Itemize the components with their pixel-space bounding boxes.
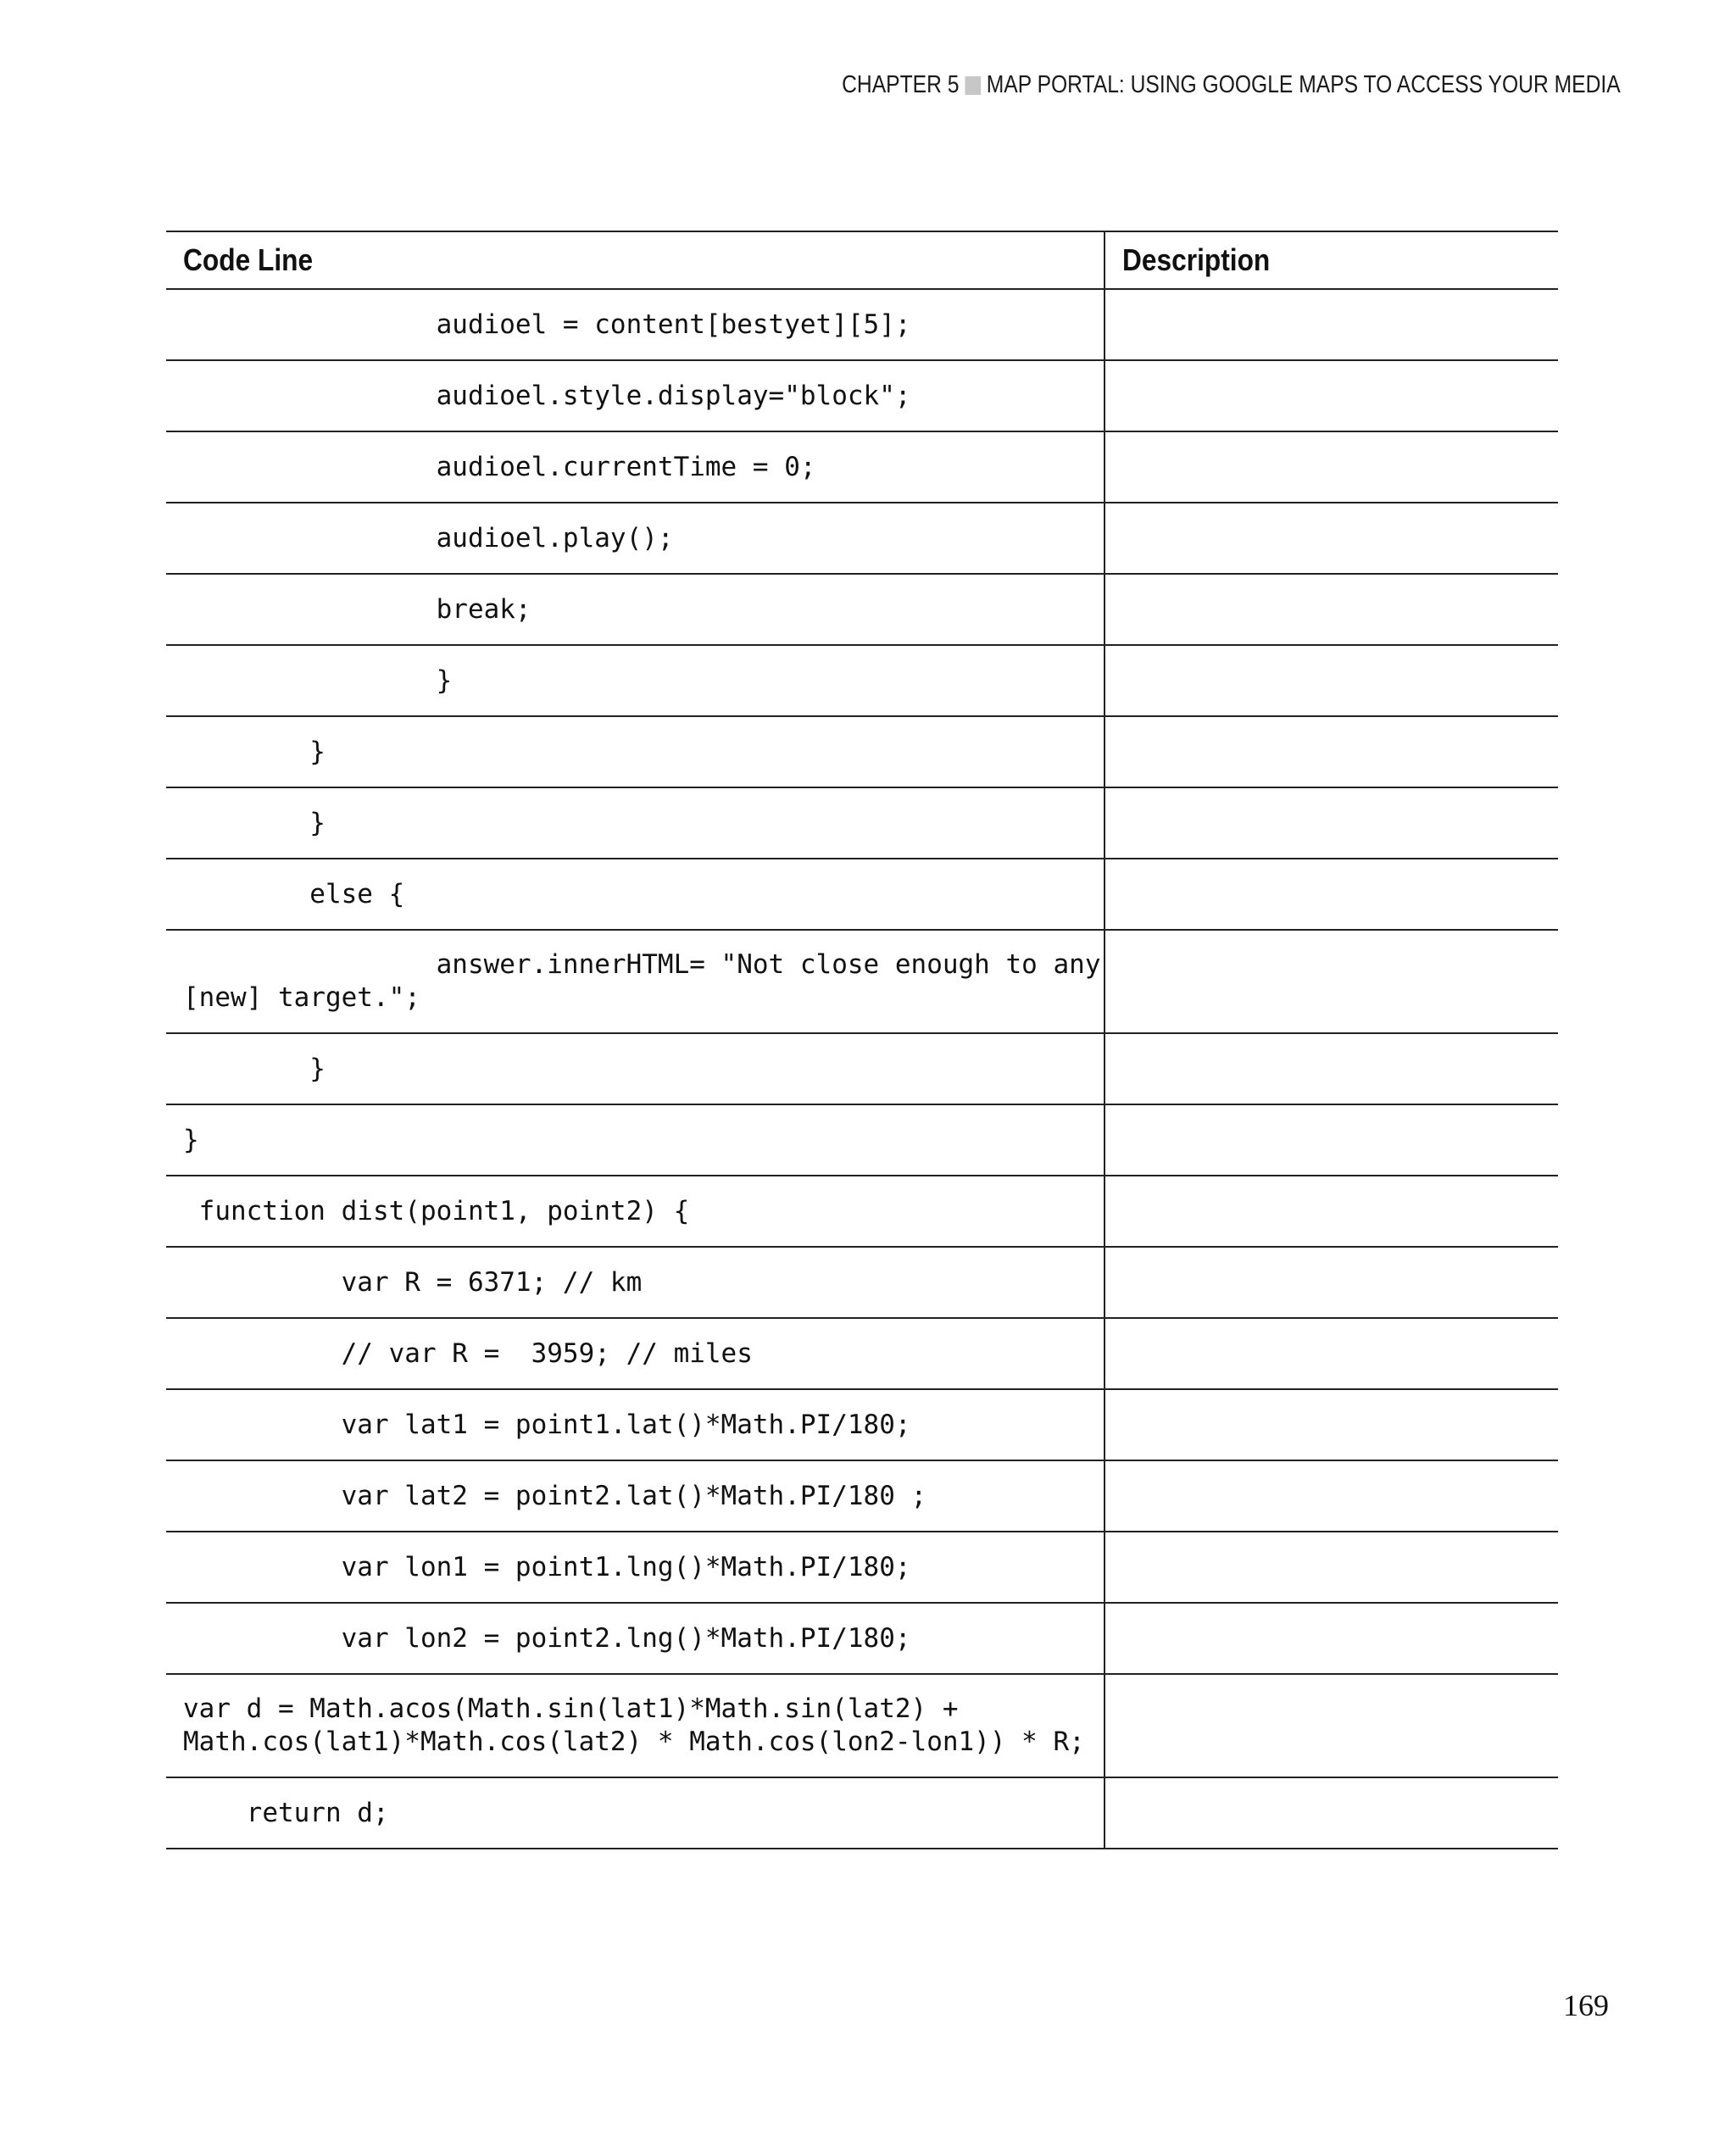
- code-cell: var lon2 = point2.lng()*Math.PI/180;: [183, 1622, 911, 1654]
- page-number: 169: [1563, 1988, 1609, 2022]
- description-cell: [1104, 1603, 1558, 1674]
- table-row: [166, 1318, 1558, 1389]
- description-cell: [1104, 716, 1558, 787]
- code-description-table: [166, 231, 1558, 1849]
- table-row: [166, 1176, 1558, 1247]
- code-cell: function dist(point1, point2) {: [183, 1195, 690, 1226]
- description-cell: [1104, 787, 1558, 859]
- code-cell: return d;: [183, 1797, 389, 1828]
- separator-square-icon: [965, 76, 982, 95]
- description-cell: [1104, 1318, 1558, 1389]
- table-row: [166, 930, 1558, 1033]
- code-cell: var R = 6371; // km: [183, 1266, 643, 1298]
- table-row: [166, 1104, 1558, 1176]
- description-cell: [1104, 645, 1558, 716]
- code-cell: }: [183, 1124, 199, 1155]
- column-header-description: Description: [1104, 231, 1558, 289]
- table-row: [166, 716, 1558, 787]
- description-cell: [1104, 360, 1558, 431]
- description-cell: [1104, 1104, 1558, 1176]
- table-row: [166, 289, 1558, 360]
- table-row: [166, 1033, 1558, 1104]
- table-row: [166, 1460, 1558, 1532]
- table-row: [166, 787, 1558, 859]
- code-cell: answer.innerHTML= "Not close enough to any [new] target.";: [183, 949, 1101, 1013]
- code-cell: }: [183, 807, 326, 838]
- description-cell: [1104, 930, 1558, 1033]
- table-row: [166, 1674, 1558, 1777]
- code-cell: audioel = content[bestyet][5];: [183, 309, 911, 340]
- table-row: [166, 1247, 1558, 1318]
- description-cell: [1104, 1389, 1558, 1460]
- description-cell: [1104, 1777, 1558, 1849]
- table-row: [166, 360, 1558, 431]
- table-row: [166, 1532, 1558, 1603]
- description-cell: [1104, 431, 1558, 503]
- description-cell: [1104, 503, 1558, 574]
- table-row: [166, 1777, 1558, 1849]
- chapter-title: MAP PORTAL: USING GOOGLE MAPS TO ACCESS YOUR MEDIA: [987, 71, 1621, 98]
- description-cell: [1104, 1532, 1558, 1603]
- description-cell: [1104, 1674, 1558, 1777]
- code-cell: }: [183, 1053, 326, 1084]
- code-cell: audioel.style.display="block";: [183, 380, 911, 411]
- table-row: [166, 574, 1558, 645]
- code-cell: // var R = 3959; // miles: [183, 1337, 753, 1369]
- code-cell: var lat1 = point1.lat()*Math.PI/180;: [183, 1409, 911, 1440]
- description-cell: [1104, 289, 1558, 360]
- code-cell: audioel.play();: [183, 522, 674, 553]
- table-row: [166, 503, 1558, 574]
- description-cell: [1104, 859, 1558, 930]
- column-header-code-line: Code Line: [183, 242, 314, 277]
- chapter-label: CHAPTER 5: [842, 71, 960, 98]
- table-row: [166, 431, 1558, 503]
- code-cell: var lon1 = point1.lng()*Math.PI/180;: [183, 1551, 911, 1582]
- code-cell: var lat2 = point2.lat()*Math.PI/180 ;: [183, 1480, 927, 1511]
- description-cell: [1104, 1460, 1558, 1532]
- running-header: [842, 71, 1621, 99]
- table-row: [166, 645, 1558, 716]
- table-header-row: [166, 231, 1558, 289]
- description-cell: [1104, 1247, 1558, 1318]
- description-cell: [1104, 1033, 1558, 1104]
- code-cell: }: [183, 736, 326, 767]
- table-row: [166, 1389, 1558, 1460]
- code-cell: else {: [183, 878, 405, 909]
- code-cell: break;: [183, 593, 531, 625]
- code-cell: audioel.currentTime = 0;: [183, 451, 816, 482]
- description-cell: [1104, 1176, 1558, 1247]
- code-cell: }: [183, 665, 453, 696]
- description-cell: [1104, 574, 1558, 645]
- table-row: [166, 859, 1558, 930]
- table-row: [166, 1603, 1558, 1674]
- code-cell: var d = Math.acos(Math.sin(lat1)*Math.sin(lat2) + Math.cos(lat1)*Math.cos(lat2) * Math.cos(lon2-lon1)) * R;: [183, 1693, 1085, 1757]
